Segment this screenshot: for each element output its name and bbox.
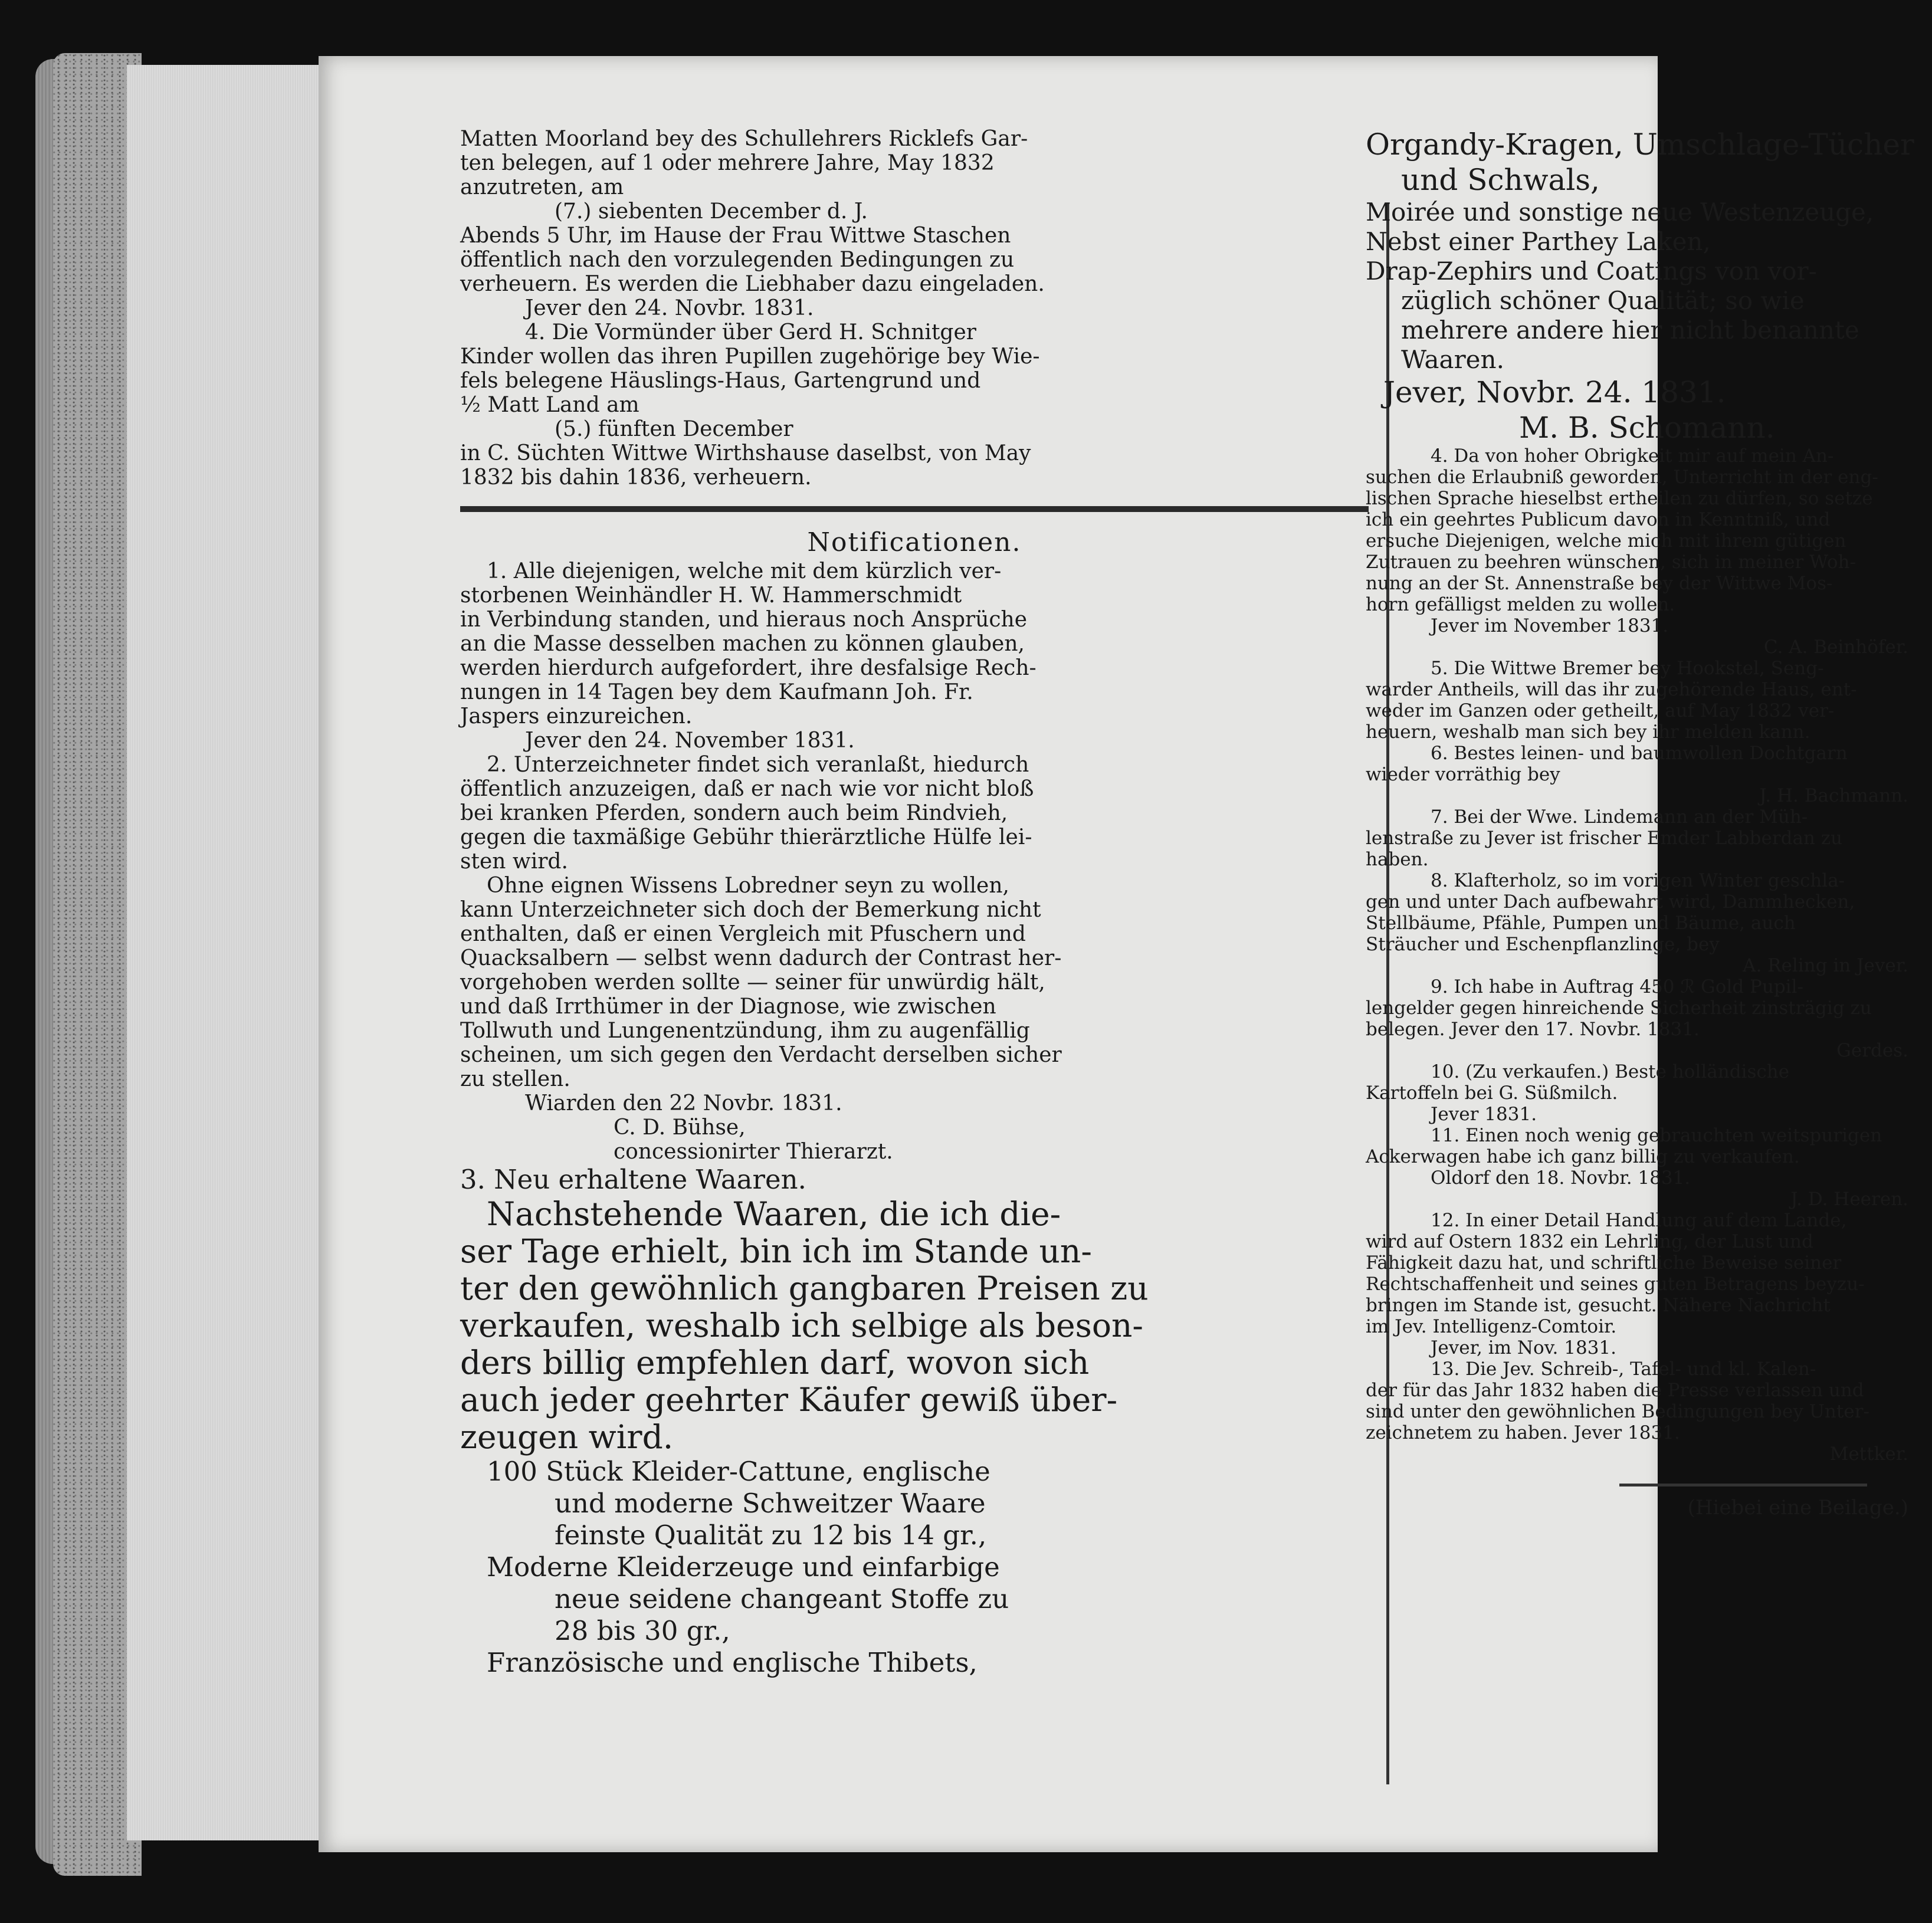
goods-line: Waaren. (1401, 345, 1504, 374)
signature: A. Reling in Jever. (1743, 955, 1908, 976)
text-line: öffentlich anzuzeigen, daß er nach wie vor nicht bloß (460, 777, 1034, 801)
text-line: öffentlich nach den vorzulegenden Bedingungen zu (460, 248, 1015, 272)
text-line: fels belegene Häuslings-Haus, Gartengrund und (460, 369, 981, 393)
text-line: warder Antheils, will das ihr zugehörende Haus, ent- (1366, 679, 1857, 700)
notice-10 (1366, 1061, 1932, 1125)
goods-line: Moirée und sonstige neue Westenzeuge, (1366, 198, 1874, 227)
text-line: 4. Die Vormünder über Gerd H. Schnitger (525, 320, 976, 344)
text-line: Sträucher und Eschenpflanzlinge, bey (1366, 934, 1720, 955)
text-line: 5. Die Wittwe Bremer bey Hookstel, Seng- (1431, 658, 1824, 679)
notification-3 (460, 1164, 1369, 1679)
signature: J. H. Bachmann. (1759, 785, 1908, 806)
notice-6 (1366, 743, 1932, 806)
notification-2 (460, 753, 1369, 1164)
text-line: haben. (1366, 849, 1429, 870)
text-line: nungen in 14 Tagen bey dem Kaufmann Joh. Fr. (460, 680, 973, 704)
text-line: Quacksalbern — selbst wenn dadurch der Contrast her- (460, 946, 1062, 970)
text-line: Jever den 24. Novbr. 1831. (525, 296, 814, 320)
page-stack (127, 65, 322, 1840)
text-line: 11. Einen noch wenig gebrauchten weitspurigen (1431, 1125, 1882, 1146)
goods-item: und moderne Schweitzer Waare (555, 1488, 986, 1519)
para-top (460, 127, 1369, 320)
notice-12 (1366, 1210, 1932, 1358)
signature: J. D. Heeren. (1790, 1189, 1908, 1210)
text-line: werden hierdurch aufgefordert, ihre desfalsige Rech- (460, 656, 1036, 680)
text-line: Kinder wollen das ihren Pupillen zugehörige bey Wie- (460, 344, 1040, 369)
text-line: in C. Süchten Wittwe Wirthshause daselbst, von May (460, 441, 1031, 465)
left-column (460, 127, 1369, 1679)
signature: Mettker. (1829, 1443, 1908, 1465)
goods-line: Drap-Zephirs und Coatings von vor- (1366, 257, 1817, 286)
text-line: ter den gewöhnlich gangbaren Preisen zu (460, 1269, 1149, 1307)
text-line: suchen die Erlaubniß geworden, Unterricht in der eng- (1366, 467, 1878, 488)
para-4 (460, 320, 1369, 490)
text-line: zeichnetem zu haben. Jever 1831. (1366, 1422, 1680, 1443)
text-line: Fähigkeit dazu hat, und schriftliche Beweise seiner (1366, 1252, 1842, 1274)
date-line: Jever, Novbr. 24. 1831. (1383, 375, 1726, 409)
text-line: Matten Moorland bey des Schullehrers Ricklefs Gar- (460, 127, 1028, 151)
text-line: gegen die taxmäßige Gebühr thierärztliche Hülfe lei- (460, 825, 1032, 849)
text-line: zeugen wird. (460, 1418, 674, 1456)
text-line: ich ein geehrtes Publicum davon in Kenntniß, und (1366, 509, 1831, 530)
goods-line: züglich schöner Qualität; so wie (1401, 286, 1805, 315)
text-line: Ackerwagen habe ich ganz billig zu verkaufen. (1366, 1146, 1800, 1167)
notice-13 (1366, 1358, 1932, 1465)
text-line: vorgehoben werden sollte — seiner für unwürdig hält, (460, 970, 1045, 995)
text-line: auch jeder geehrter Käufer gewiß über- (460, 1381, 1118, 1419)
text-line: zu stellen. (460, 1067, 570, 1091)
notification-title: 3. Neu erhaltene Waaren. (460, 1164, 806, 1195)
text-line: belegen. Jever den 17. Novbr. 1831. (1366, 1019, 1700, 1040)
text-line: kann Unterzeichneter sich doch der Bemerkung nicht (460, 898, 1041, 922)
goods-item: feinste Qualität zu 12 bis 14 gr., (555, 1520, 987, 1551)
goods-line: Nebst einer Parthey Laken, (1366, 227, 1711, 256)
goods-line: und Schwals, (1401, 163, 1600, 197)
text-line: scheinen, um sich gegen den Verdacht derselben sicher (460, 1043, 1062, 1067)
text-line: lenstraße zu Jever ist frischer Emder Labberdan zu (1366, 828, 1843, 849)
text-line: 4. Da von hoher Obrigkeit mir auf mein An- (1431, 445, 1834, 467)
section-rule (460, 506, 1369, 512)
text-line: Nachstehende Waaren, die ich die- (487, 1195, 1061, 1233)
text-line: 9. Ich habe in Auftrag 450 ℛ Gold Pupil- (1431, 976, 1803, 997)
text-line: lischen Sprache hieselbst ertheilen zu dürfen, so setze (1366, 488, 1873, 509)
signature: C. D. Bühse, (614, 1115, 746, 1140)
section-heading: Notificationen. (807, 527, 1022, 557)
closing-rule (1619, 1484, 1867, 1486)
text-line: (5.) fünften December (555, 417, 793, 441)
text-line: sten wird. (460, 849, 568, 874)
signature: Gerdes. (1836, 1040, 1908, 1061)
text-line: ten belegen, auf 1 oder mehrere Jahre, May 1832 (460, 151, 995, 175)
text-line: anzutreten, am (460, 175, 624, 199)
goods-item: Französische und englische Thibets, (487, 1647, 978, 1678)
notice-7 (1366, 806, 1932, 870)
notification-1 (460, 559, 1369, 753)
text-line: und daß Irrthümer in der Diagnose, wie zwischen (460, 995, 996, 1019)
text-line: Abends 5 Uhr, im Hause der Frau Wittwe Staschen (460, 224, 1011, 248)
newspaper-page (319, 56, 1914, 1852)
text-line: Jever 1831. (1431, 1104, 1537, 1125)
right-column (1366, 127, 1932, 1518)
text-line: Stellbäume, Pfähle, Pumpen und Bäume, auch (1366, 913, 1796, 934)
supplement-note: (Hiebei eine Beilage.) (1687, 1496, 1908, 1520)
text-line: der für das Jahr 1832 haben die Presse verlassen und (1366, 1380, 1864, 1401)
text-line: Wiarden den 22 Novbr. 1831. (525, 1091, 842, 1115)
text-line: 1. Alle diejenigen, welche mit dem kürzlich ver- (487, 559, 1002, 583)
goods-line: mehrere andere hier nicht benannte (1401, 316, 1859, 344)
text-line: Rechtschaffenheit und seines guten Betragens beyzu- (1366, 1274, 1865, 1295)
notice-11 (1366, 1125, 1932, 1210)
text-line: ser Tage erhielt, bin ich im Stande un- (460, 1232, 1092, 1270)
text-line: weder im Ganzen oder getheilt, auf May 1832 ver- (1366, 700, 1835, 721)
notice-8 (1366, 870, 1932, 976)
notice-9 (1366, 976, 1932, 1061)
text-line: ders billig empfehlen darf, wovon sich (460, 1344, 1090, 1381)
text-line: sind unter den gewöhnlichen Bedingungen bey Unter- (1366, 1401, 1869, 1422)
text-line: 1832 bis dahin 1836, verheuern. (460, 465, 812, 490)
signature: M. B. Schomann. (1519, 411, 1775, 445)
text-line: 13. Die Jev. Schreib-, Tafel- und kl. Kalen- (1431, 1358, 1816, 1380)
goods-list (1366, 127, 1932, 445)
text-line: Jever, im Nov. 1831. (1431, 1337, 1616, 1358)
text-line: nung an der St. Annenstraße bey der Wittwe Mos- (1366, 573, 1833, 594)
text-line: wird auf Ostern 1832 ein Lehrling, der Lust und (1366, 1231, 1813, 1252)
goods-item: Moderne Kleiderzeuge und einfarbige (487, 1551, 1000, 1583)
text-line: lengelder gegen hinreichende Sicherheit zinsträgig zu (1366, 997, 1872, 1019)
text-line: enthalten, daß er einen Vergleich mit Pfuschern und (460, 922, 1026, 946)
text-line: (7.) siebenten December d. J. (555, 199, 868, 224)
text-line: an die Masse desselben machen zu können glauben, (460, 632, 1025, 656)
goods-item: 100 Stück Kleider-Cattune, englische (487, 1456, 990, 1487)
text-line: Jever den 24. November 1831. (525, 728, 855, 753)
text-line: 7. Bei der Wwe. Lindemann an der Müh- (1431, 806, 1808, 828)
text-line: Zutrauen zu beehren wünschen, sich in meiner Woh- (1366, 552, 1856, 573)
text-line: 10. (Zu verkaufen.) Beste holländische (1431, 1061, 1790, 1082)
text-line: verkaufen, weshalb ich selbige als beson- (460, 1307, 1143, 1344)
text-line: horn gefälligst melden zu wollen. (1366, 594, 1675, 615)
text-line: heuern, weshalb man sich bey ihr melden kann. (1366, 721, 1810, 743)
text-line: 8. Klafterholz, so im vorigen Winter geschla- (1431, 870, 1845, 891)
text-line: wieder vorräthig bey (1366, 764, 1560, 785)
notice-4 (1366, 445, 1932, 658)
text-line: Tollwuth und Lungenentzündung, ihm zu augenfällig (460, 1019, 1030, 1043)
text-line: ersuche Diejenigen, welche mich mit ihrem gütigen (1366, 530, 1846, 552)
text-line: in Verbindung standen, und hieraus noch Ansprüche (460, 608, 1028, 632)
text-line: Oldorf den 18. Novbr. 1831. (1431, 1167, 1691, 1189)
goods-line: Organdy-Kragen, Umschlage-Tücher (1366, 127, 1914, 162)
text-line: Jever im November 1831. (1431, 615, 1669, 636)
goods-item: 28 bis 30 gr., (555, 1615, 730, 1646)
signature-title: concessionirter Thierarzt. (614, 1140, 893, 1164)
text-line: im Jev. Intelligenz-Comtoir. (1366, 1316, 1617, 1337)
text-line: verheuern. Es werden die Liebhaber dazu eingeladen. (460, 272, 1045, 296)
text-line: ½ Matt Land am (460, 393, 639, 417)
text-line: 12. In einer Detail Handlung auf dem Lande, (1431, 1210, 1847, 1231)
text-line: Ohne eignen Wissens Lobredner seyn zu wollen, (487, 874, 1009, 898)
text-line: bringen im Stande ist, gesucht. Nähere Nachricht (1366, 1295, 1831, 1316)
text-line: 6. Bestes leinen- und baumwollen Dochtgarn (1431, 743, 1848, 764)
text-line: 2. Unterzeichneter findet sich veranlaßt, hiedurch (487, 753, 1029, 777)
goods-item: neue seidene changeant Stoffe zu (555, 1583, 1009, 1614)
text-line: gen und unter Dach aufbewahrt wird, Dammhecken, (1366, 891, 1855, 913)
text-line: bei kranken Pferden, sondern auch beim Rindvieh, (460, 801, 1008, 825)
notice-5 (1366, 658, 1932, 743)
text-line: Jaspers einzureichen. (460, 704, 693, 728)
signature: C. A. Beinhöfer. (1763, 636, 1908, 658)
text-line: Kartoffeln bei G. Süßmilch. (1366, 1082, 1618, 1104)
text-line: storbenen Weinhändler H. W. Hammerschmidt (460, 583, 962, 608)
